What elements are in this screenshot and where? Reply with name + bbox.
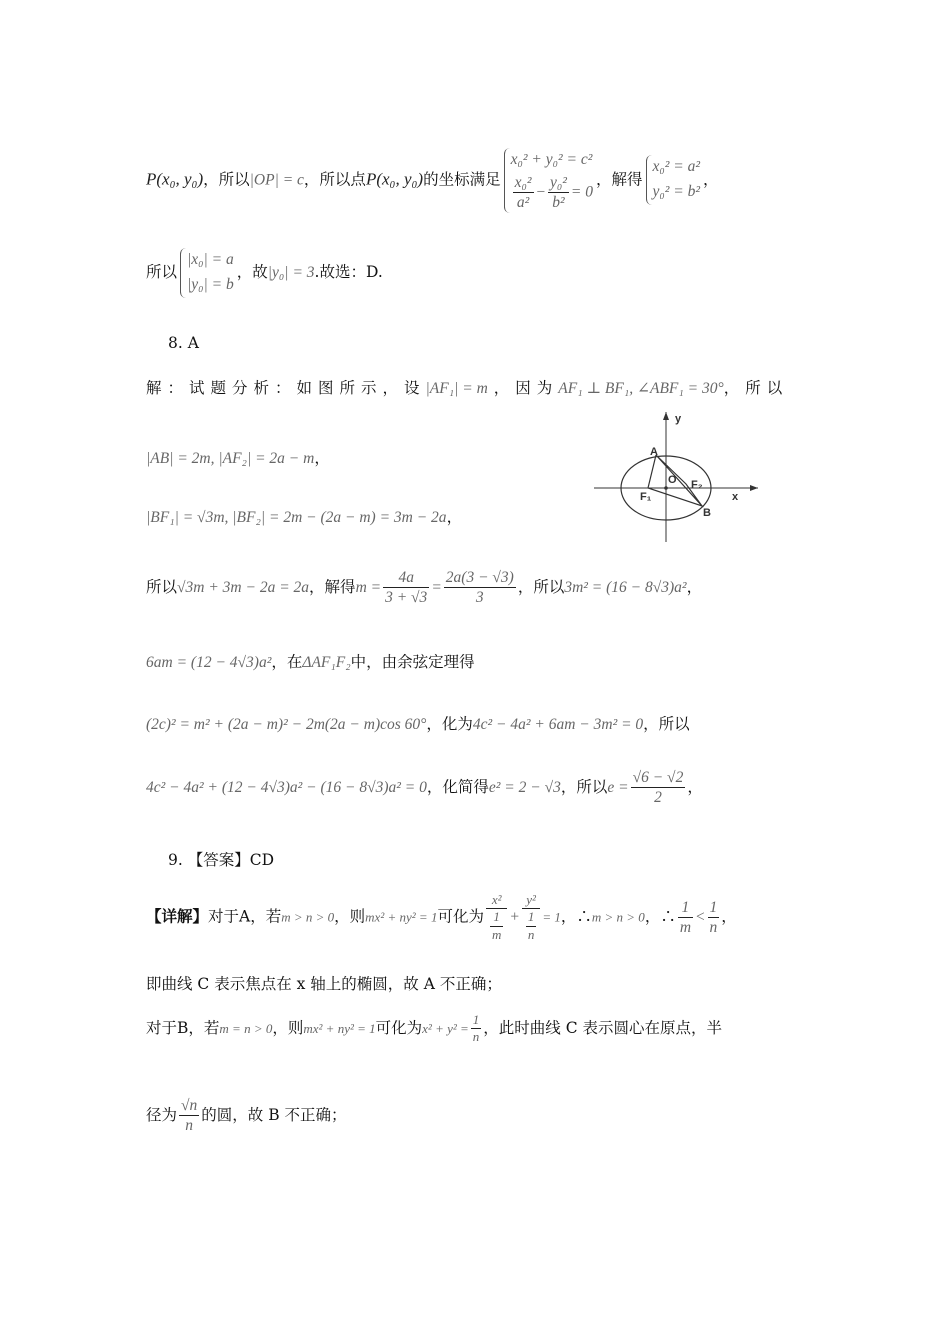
text: ，∴ [560,907,592,926]
num: x₀² [514,173,532,191]
text: ，故 [236,262,268,281]
text: ，所以点 [303,170,366,189]
eq: m = [355,578,382,596]
sys-row: y₀² = b² [652,183,701,201]
triangle: ΔAF₁F₂ [302,654,351,671]
cond: m > n > 0 [281,909,335,925]
p7-line2 [146,248,383,298]
sys-row: x₀² + y₀² = c² [510,151,593,168]
label-y: y [675,413,682,425]
p8-heading: 8. A [168,334,199,352]
num: √6 − √2 [632,769,684,786]
eq: e² = 2 − √3 [488,778,561,796]
den: n [527,926,535,942]
text: ， [446,508,463,526]
text: .故选：D. [314,262,383,281]
op: = 0 [570,183,593,201]
text: 径为 [146,1105,178,1124]
sys-row: |y₀| = b [187,275,234,293]
den: 3 [444,587,516,607]
p8-line3 [146,505,462,527]
eq: 3m² = (16 − 8√3)a² [564,578,687,596]
num: 1 [709,898,718,916]
sys-row: x₀² = a² [652,158,701,176]
text: ，则 [272,1018,304,1037]
eq: 4c² − 4a² + (12 − 4√3)a² − (16 − 8√3)a² = 0 [146,778,427,796]
num: 1 [472,1012,480,1027]
num: y² [526,892,536,907]
label-f2: F₂ [691,479,703,491]
text: ，所以 [723,379,789,397]
den: n [179,1115,199,1135]
den: m [679,918,692,936]
eq: e = [607,778,629,796]
text: ， [703,170,719,189]
fraction [708,898,720,938]
ellipse-figure [590,408,770,548]
system-1 [504,148,593,213]
fraction [471,1012,482,1046]
den: a² [513,192,534,212]
eq: |BF₁| = √3m, |BF₂| = 2m − (2a − m) = 3m − 2a [146,509,447,526]
fraction [678,898,693,938]
fraction [486,892,507,943]
num: √n [181,1097,198,1114]
p9-line1 [146,892,737,943]
cond: AF₁ ⊥ BF₁, ∠ABF₁ = 30° [558,380,724,397]
den: 2 [631,787,686,807]
sys-row: |x₀| = a [187,251,234,268]
text: 对于A，若 [208,907,282,926]
cond: x² + y² = [422,1020,469,1036]
den: 3 + √3 [385,589,428,607]
eq: √3m + 3m − 2a = 2a [177,578,310,596]
op-eq: |OP| = c [249,171,304,189]
cond: m = n > 0 [219,1020,273,1036]
text: ，在 [271,653,303,671]
p9-line4 [146,1096,347,1136]
op: = [431,578,442,596]
text: 的圆，故 B 不正确； [201,1105,347,1124]
text: ，则 [334,907,366,926]
text: ，因为 [493,379,559,397]
num: 1 [493,909,500,925]
den: n [472,1029,480,1045]
text: ，所以 [517,577,565,596]
p9-line3 [146,1012,722,1046]
origin-dot [664,486,668,490]
eq: 6am = (12 − 4√3)a² [146,654,272,671]
label-o: O [668,474,677,486]
text: ，解得 [309,577,356,596]
text: ，解得 [595,170,643,189]
p8-line5 [146,650,475,672]
num: 1 [527,909,535,925]
af1-eq: |AF₁| = m [425,380,488,397]
den: n [709,918,718,936]
text: 解：试题分析：如图所示，设 [146,379,426,397]
system-3 [180,248,234,298]
num: 2a(3 − √3) [445,569,514,586]
y-arrow [663,412,669,420]
p8-line6 [146,712,690,734]
num: x² [491,892,502,907]
den: b² [548,192,569,212]
p7-line1 [146,148,719,213]
text: 所以 [146,262,178,281]
text: 对于B，若 [146,1018,220,1037]
text: ， [687,777,703,796]
fraction [444,568,516,608]
p8-line2 [146,446,330,468]
label-x: x [732,491,739,503]
num: y₀² [549,173,567,191]
cond: mx² + ny² = 1 [365,909,438,925]
point-p: P(x₀, y₀) [146,169,204,189]
fraction [383,568,429,608]
op: + [509,908,520,926]
p9-line2: 即曲线 C 表示焦点在 x 轴上的椭圆，故 A 不正确； [146,975,502,993]
cond: mx² + ny² = 1 [303,1020,376,1036]
num: 1 [681,898,690,916]
p8-line7 [146,768,703,808]
text: 可化为 [437,907,484,926]
text: ， [314,449,330,467]
num: 4a [398,569,414,586]
system-2 [646,155,701,205]
text: ，化为 [426,715,473,733]
text: 所以 [146,577,178,596]
text: ，此时曲线 C 表示圆心在原点，半 [483,1018,723,1037]
x-arrow [750,485,758,491]
eq: 4c² − 4a² + 6am − 3m² = 0 [472,716,644,733]
op: = 1 [542,909,561,925]
fraction [631,768,686,808]
text: 中，由余弦定理得 [350,653,475,671]
label-b: B [703,507,711,519]
text: ，所以 [560,777,608,796]
label-a: A [650,446,658,458]
p8-line4 [146,568,702,608]
text: ，∴ [644,907,676,926]
text: ，所以 [203,170,250,189]
eq: |AB| = 2m, |AF₂| = 2a − m [146,450,315,467]
op: < [695,908,706,926]
text: ，化简得 [426,777,489,796]
label-f1: F₁ [640,491,652,503]
text: ， [721,907,737,926]
text: 可化为 [375,1018,423,1037]
den [486,908,507,943]
tag: 【详解】 [146,906,209,926]
point-p2: P(x₀, y₀) [365,169,424,189]
cond: m > n > 0 [591,909,645,925]
p9-heading: 9. 【答案】CD [168,851,275,869]
op: − [535,183,546,201]
eq: (2c)² = m² + (2a − m)² − 2m(2a − m)cos 60° [146,716,427,733]
fraction [522,892,541,943]
den [522,908,541,943]
text: ， [686,577,703,596]
y0-eq: |y₀| = 3 [267,263,315,281]
sys-row [511,173,593,213]
den: m [491,926,502,942]
fraction [179,1096,199,1136]
text: 的坐标满足 [423,170,501,189]
p8-line1 [146,376,788,398]
text: ，所以 [643,715,690,733]
